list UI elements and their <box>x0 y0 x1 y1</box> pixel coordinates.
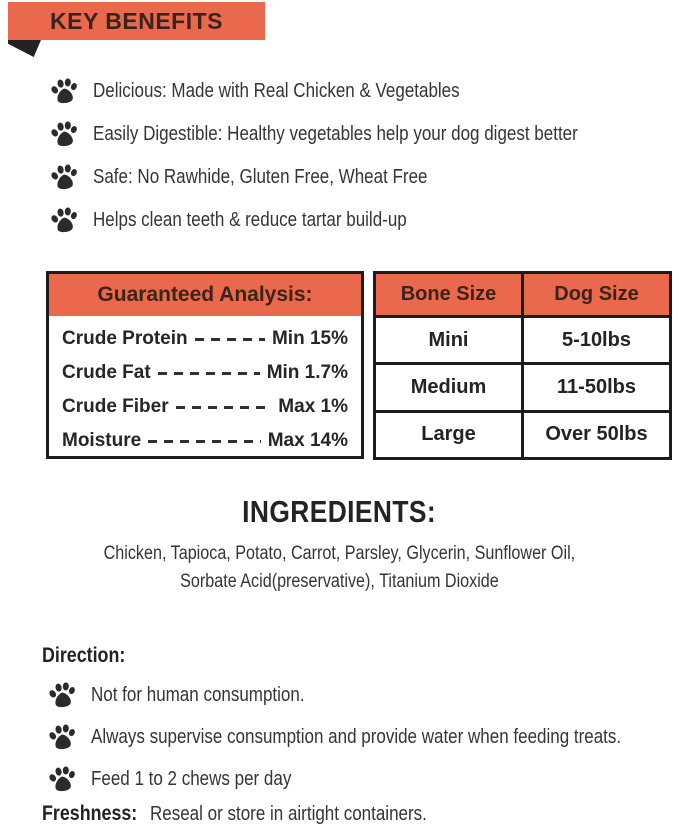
benefit-item <box>50 199 663 242</box>
benefits-list <box>50 70 663 242</box>
banner-title: KEY BENEFITS <box>50 7 223 34</box>
dash-leader <box>148 440 261 443</box>
direction-text: Feed 1 to 2 chews per day <box>91 767 292 790</box>
direction-item <box>48 674 679 716</box>
analysis-row <box>62 390 348 424</box>
analysis-value: Max 14% <box>267 430 348 451</box>
benefit-item <box>50 156 663 199</box>
benefit-text: Safe: No Rawhide, Gluten Free, Wheat Free <box>93 166 428 188</box>
analysis-value: Max 1% <box>278 396 348 417</box>
analysis-label: Crude Fat <box>62 362 151 383</box>
size-cell: Mini <box>376 318 521 362</box>
size-cell: Large <box>376 413 521 457</box>
benefit-item <box>50 113 663 156</box>
size-table <box>373 271 672 460</box>
key-benefits-banner <box>8 2 265 40</box>
paw-icon <box>49 164 79 192</box>
analysis-value: Min 15% <box>271 328 348 349</box>
paw-icon <box>47 681 77 709</box>
analysis-label: Crude Fiber <box>62 396 169 417</box>
ingredients-line: Chicken, Tapioca, Potato, Carrot, Parsley, Glycerin, Sunflower Oil, <box>103 543 576 564</box>
paw-icon <box>49 207 79 235</box>
analysis-row <box>62 424 348 458</box>
ingredients-line: Sorbate Acid(preservative), Titanium Dioxide <box>180 571 499 592</box>
benefit-item <box>50 70 663 113</box>
size-cell: 11-50lbs <box>524 365 669 409</box>
size-table-header-dog: Dog Size <box>524 274 669 315</box>
freshness-line <box>42 802 476 826</box>
direction-text: Always supervise consumption and provide water when feeding treats. <box>91 725 622 748</box>
dash-leader <box>195 338 265 341</box>
paw-icon <box>47 765 77 793</box>
guaranteed-analysis-table <box>46 271 364 459</box>
benefit-text: Easily Digestible: Healthy vegetables help your dog digest better <box>93 123 578 145</box>
paw-icon <box>49 121 79 149</box>
paw-icon <box>49 78 79 106</box>
freshness-label: Freshness: <box>42 802 138 825</box>
ribbon-fold <box>8 40 41 57</box>
ingredients-title: INGREDIENTS: <box>242 494 437 529</box>
analysis-row <box>62 356 348 390</box>
benefit-text: Delicious: Made with Real Chicken & Vegetables <box>93 80 460 102</box>
analysis-label: Crude Protein <box>62 328 188 349</box>
guaranteed-analysis-header: Guaranteed Analysis: <box>49 274 361 316</box>
analysis-value: Min 1.7% <box>266 362 348 383</box>
analysis-label: Moisture <box>62 430 142 451</box>
paw-icon <box>47 723 77 751</box>
directions-list <box>48 674 679 800</box>
dash-leader <box>158 372 260 375</box>
size-cell: Over 50lbs <box>524 413 669 457</box>
direction-title: Direction: <box>42 644 126 667</box>
direction-item <box>48 758 679 800</box>
guaranteed-analysis-rows <box>49 316 361 458</box>
dash-leader <box>176 406 272 409</box>
direction-item <box>48 716 679 758</box>
size-cell: Medium <box>376 365 521 409</box>
analysis-row <box>62 322 348 356</box>
size-table-header-bone: Bone Size <box>376 274 521 315</box>
direction-text: Not for human consumption. <box>91 683 305 706</box>
size-cell: 5-10lbs <box>524 318 669 362</box>
freshness-text: Reseal or store in airtight containers. <box>150 802 427 825</box>
benefit-text: Helps clean teeth & reduce tartar build-up <box>93 209 407 231</box>
